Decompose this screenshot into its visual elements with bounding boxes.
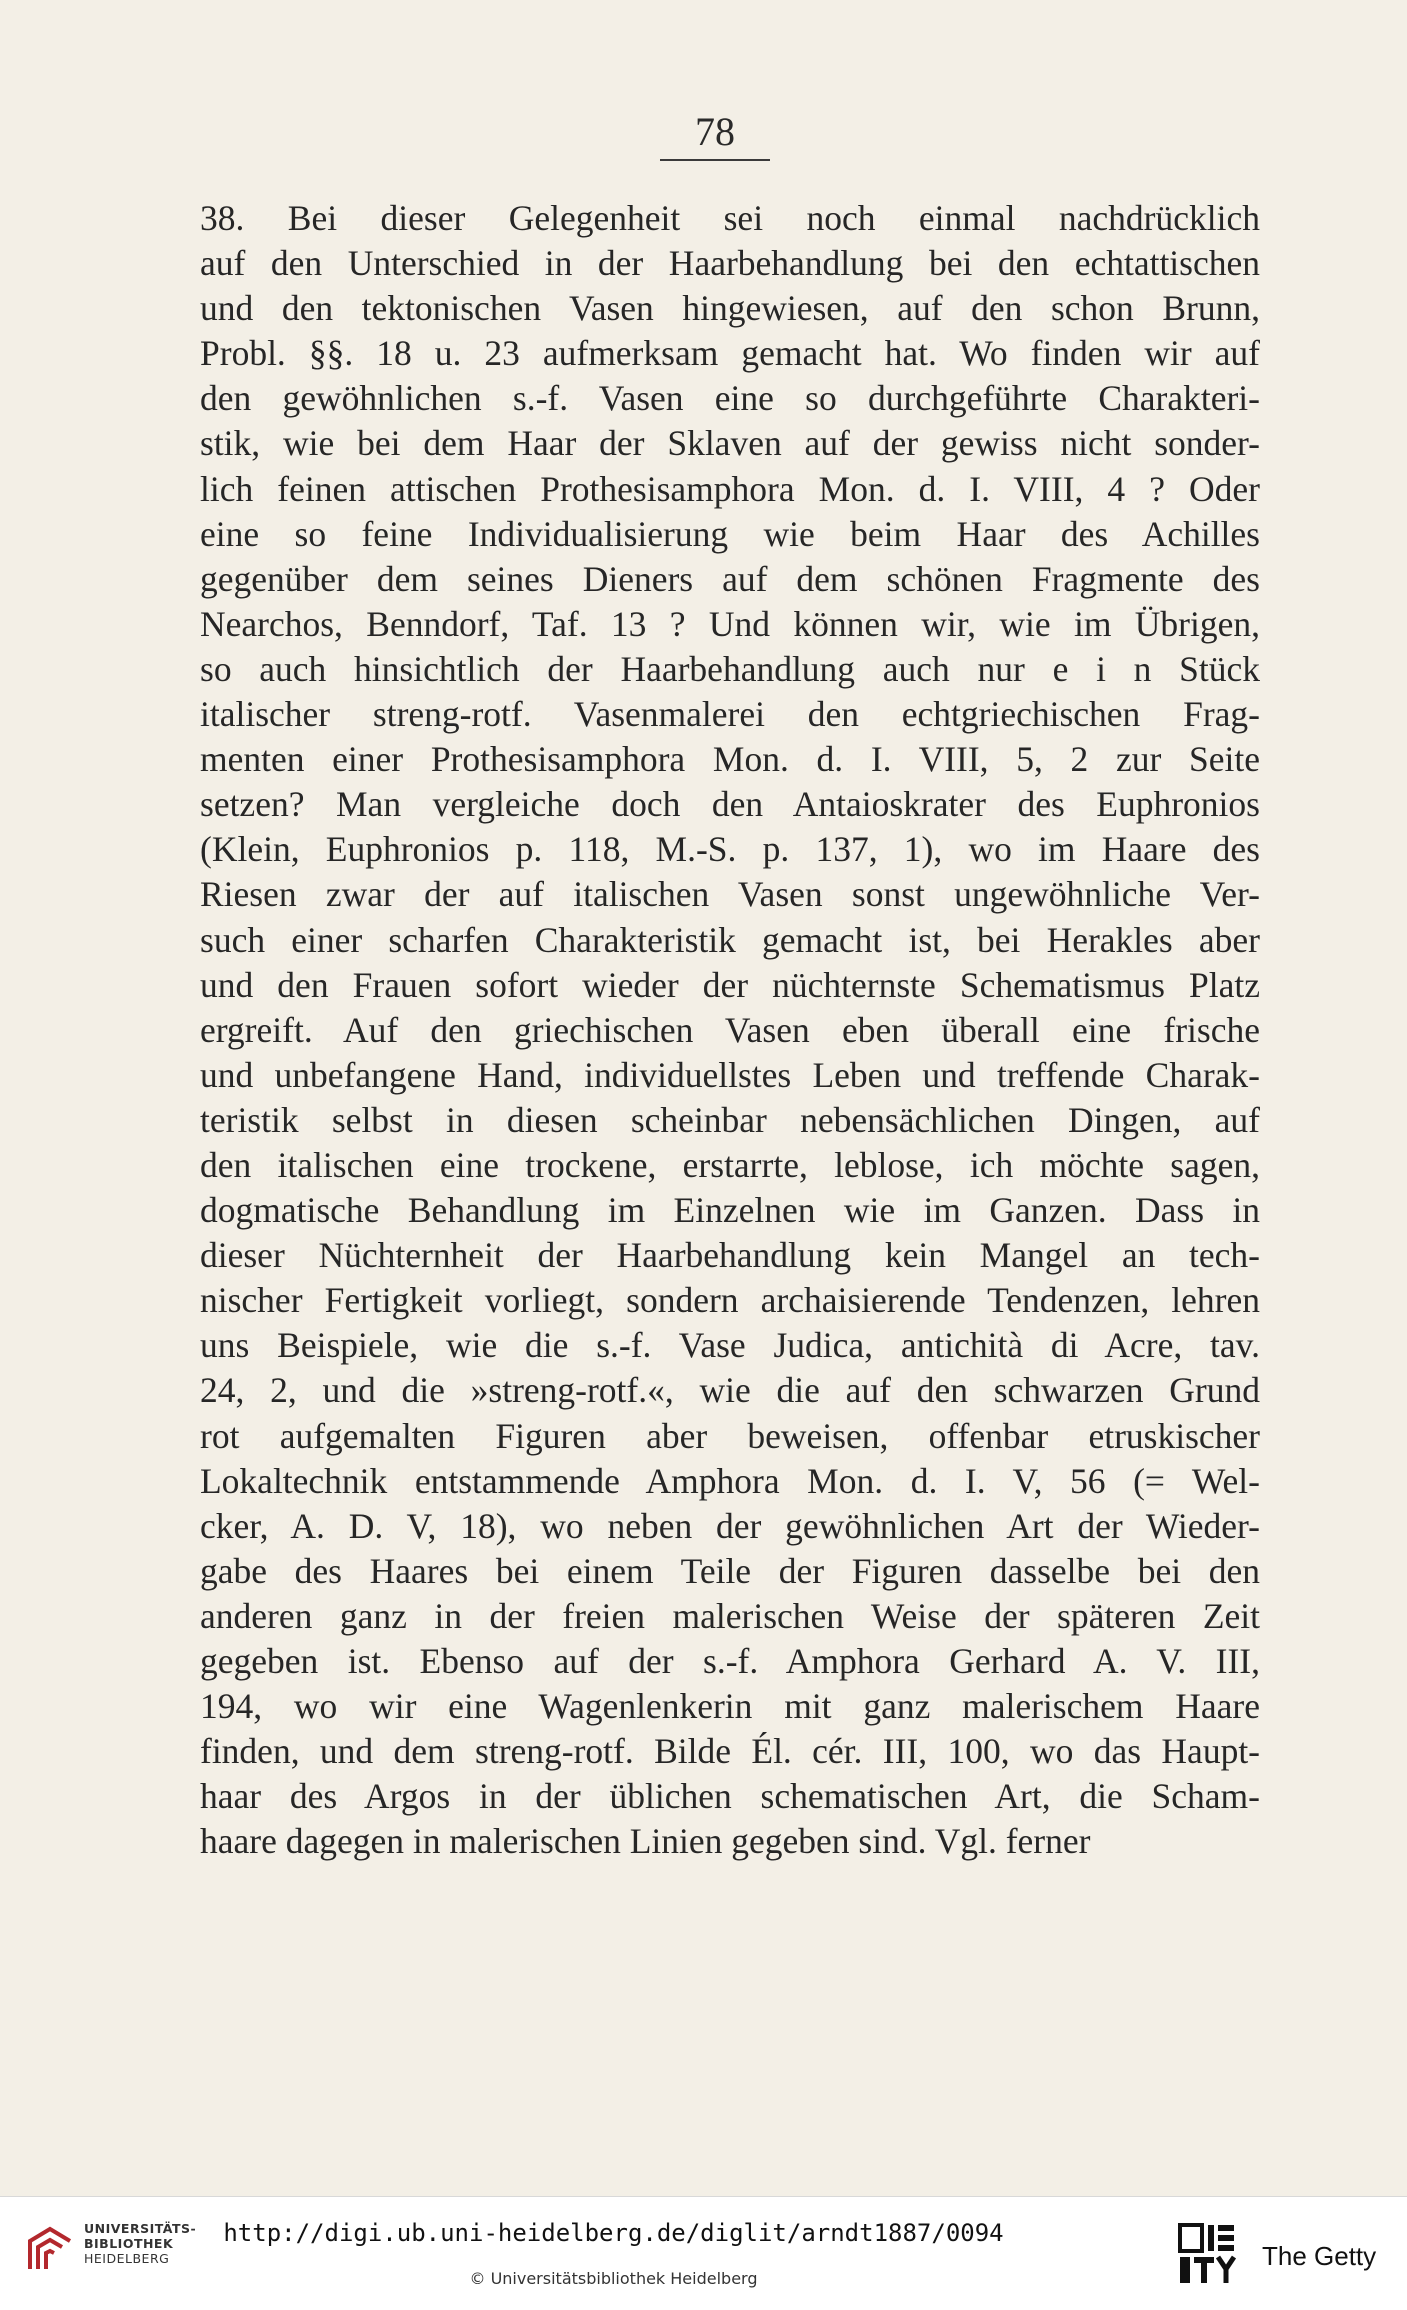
text-line: den gewöhnlichen s.-f. Vasen eine so durchgeführte Charakteri- xyxy=(200,378,1260,419)
text-line: menten einer Prothesisamphora Mon. d. I. VIII, 5, 2 zur Seite xyxy=(200,739,1260,780)
text-line: (Klein, Euphronios p. 118, M.-S. p. 137, 1), wo im Haare des xyxy=(200,829,1260,870)
text-line: 24, 2, und die »streng-rotf.«, wie die auf den schwarzen Grund xyxy=(200,1370,1260,1411)
text-line: auf den Unterschied in der Haarbehandlung bei den echtattischen xyxy=(200,243,1260,284)
text-line: cker, A. D. V, 18), wo neben der gewöhnlichen Art der Wieder- xyxy=(200,1505,1260,1546)
getty-logo-icon xyxy=(1178,2223,1236,2285)
text-line: dogmatische Behandlung im Einzelnen wie im Ganzen. Dass in xyxy=(200,1190,1260,1231)
text-line: Lokaltechnik entstammende Amphora Mon. d. I. V, 56 (= Wel- xyxy=(200,1460,1260,1501)
permalink[interactable]: http://digi.ub.uni-heidelberg.de/diglit/arndt1887/0094 xyxy=(223,2219,1004,2247)
library-name-line1: UNIVERSITÄTS- xyxy=(84,2221,197,2236)
text-line: eine so feine Individualisierung wie beim Haar des Achilles xyxy=(200,513,1260,554)
getty-name: The Getty xyxy=(1262,2241,1377,2271)
text-line: den italischen eine trockene, erstarrte, leblose, ich möchte sagen, xyxy=(200,1144,1260,1185)
text-line: 194, wo wir eine Wagenlenkerin mit ganz malerischem Haare xyxy=(200,1686,1260,1727)
text-line: Probl. §§. 18 u. 23 aufmerksam gemacht hat. Wo finden wir auf xyxy=(200,333,1260,374)
text-line: gegeben ist. Ebenso auf der s.-f. Amphora Gerhard A. V. III, xyxy=(200,1641,1260,1681)
text-line: Riesen zwar der auf italischen Vasen sonst ungewöhnliche Ver- xyxy=(200,874,1260,915)
text-line: teristik selbst in diesen scheinbar nebensächlichen Dingen, auf xyxy=(200,1099,1260,1140)
footer-bar xyxy=(0,2196,1407,2310)
text-line: such einer scharfen Charakteristik gemacht ist, bei Herakles aber xyxy=(200,919,1260,960)
text-line: stik, wie bei dem Haar der Sklaven auf der gewiss nicht sonder- xyxy=(200,423,1260,464)
text-line: rot aufgemalten Figuren aber beweisen, offenbar etruskischer xyxy=(200,1415,1260,1456)
text-line: gabe des Haares bei einem Teile der Figuren dasselbe bei den xyxy=(200,1550,1260,1591)
page-number: 78 xyxy=(660,108,770,161)
text-line: setzen? Man vergleiche doch den Antaioskrater des Euphronios xyxy=(200,784,1260,825)
text-line: Nearchos, Benndorf, Taf. 13 ? Und können wir, wie im Übrigen, xyxy=(200,603,1260,644)
copyright-notice: © Universitätsbibliothek Heidelberg xyxy=(469,2269,758,2288)
text-line: und unbefangene Hand, individuellstes Leben und treffende Charak- xyxy=(200,1054,1260,1095)
text-line: dieser Nüchternheit der Haarbehandlung kein Mangel an tech- xyxy=(200,1235,1260,1276)
text-line: und den tektonischen Vasen hingewiesen, auf den schon Brunn, xyxy=(200,288,1260,329)
text-line: finden, und dem streng-rotf. Bilde Él. cér. III, 100, wo das Haupt- xyxy=(200,1731,1260,1772)
text-line: haare dagegen in malerischen Linien gegeben sind. Vgl. ferner xyxy=(200,1821,1091,1862)
text-line: anderen ganz in der freien malerischen Weise der späteren Zeit xyxy=(200,1595,1260,1636)
text-line: nischer Fertigkeit vorliegt, sondern archaisierende Tendenzen, lehren xyxy=(200,1280,1260,1321)
text-line: 38. Bei dieser Gelegenheit sei noch einmal nachdrücklich xyxy=(200,198,1260,238)
text-line: lich feinen attischen Prothesisamphora Mon. d. I. VIII, 4 ? Oder xyxy=(200,468,1260,509)
text-line: italischer streng-rotf. Vasenmalerei den echtgriechischen Frag- xyxy=(200,694,1260,735)
body-text xyxy=(200,196,1260,1864)
text-line: ergreift. Auf den griechischen Vasen eben überall eine frische xyxy=(200,1009,1260,1050)
text-line: und den Frauen sofort wieder der nüchternste Schematismus Platz xyxy=(200,964,1260,1005)
library-name-line2: BIBLIOTHEK xyxy=(84,2236,174,2251)
text-line: so auch hinsichtlich der Haarbehandlung auch nur e i n Stück xyxy=(200,648,1260,689)
text-line: gegenüber dem seines Dieners auf dem schönen Fragmente des xyxy=(200,558,1260,599)
library-name-line3: HEIDELBERG xyxy=(84,2251,170,2266)
text-line: haar des Argos in der üblichen schematischen Art, die Scham- xyxy=(200,1776,1260,1817)
text-line: uns Beispiele, wie die s.-f. Vase Judica, antichità di Acre, tav. xyxy=(200,1325,1260,1366)
